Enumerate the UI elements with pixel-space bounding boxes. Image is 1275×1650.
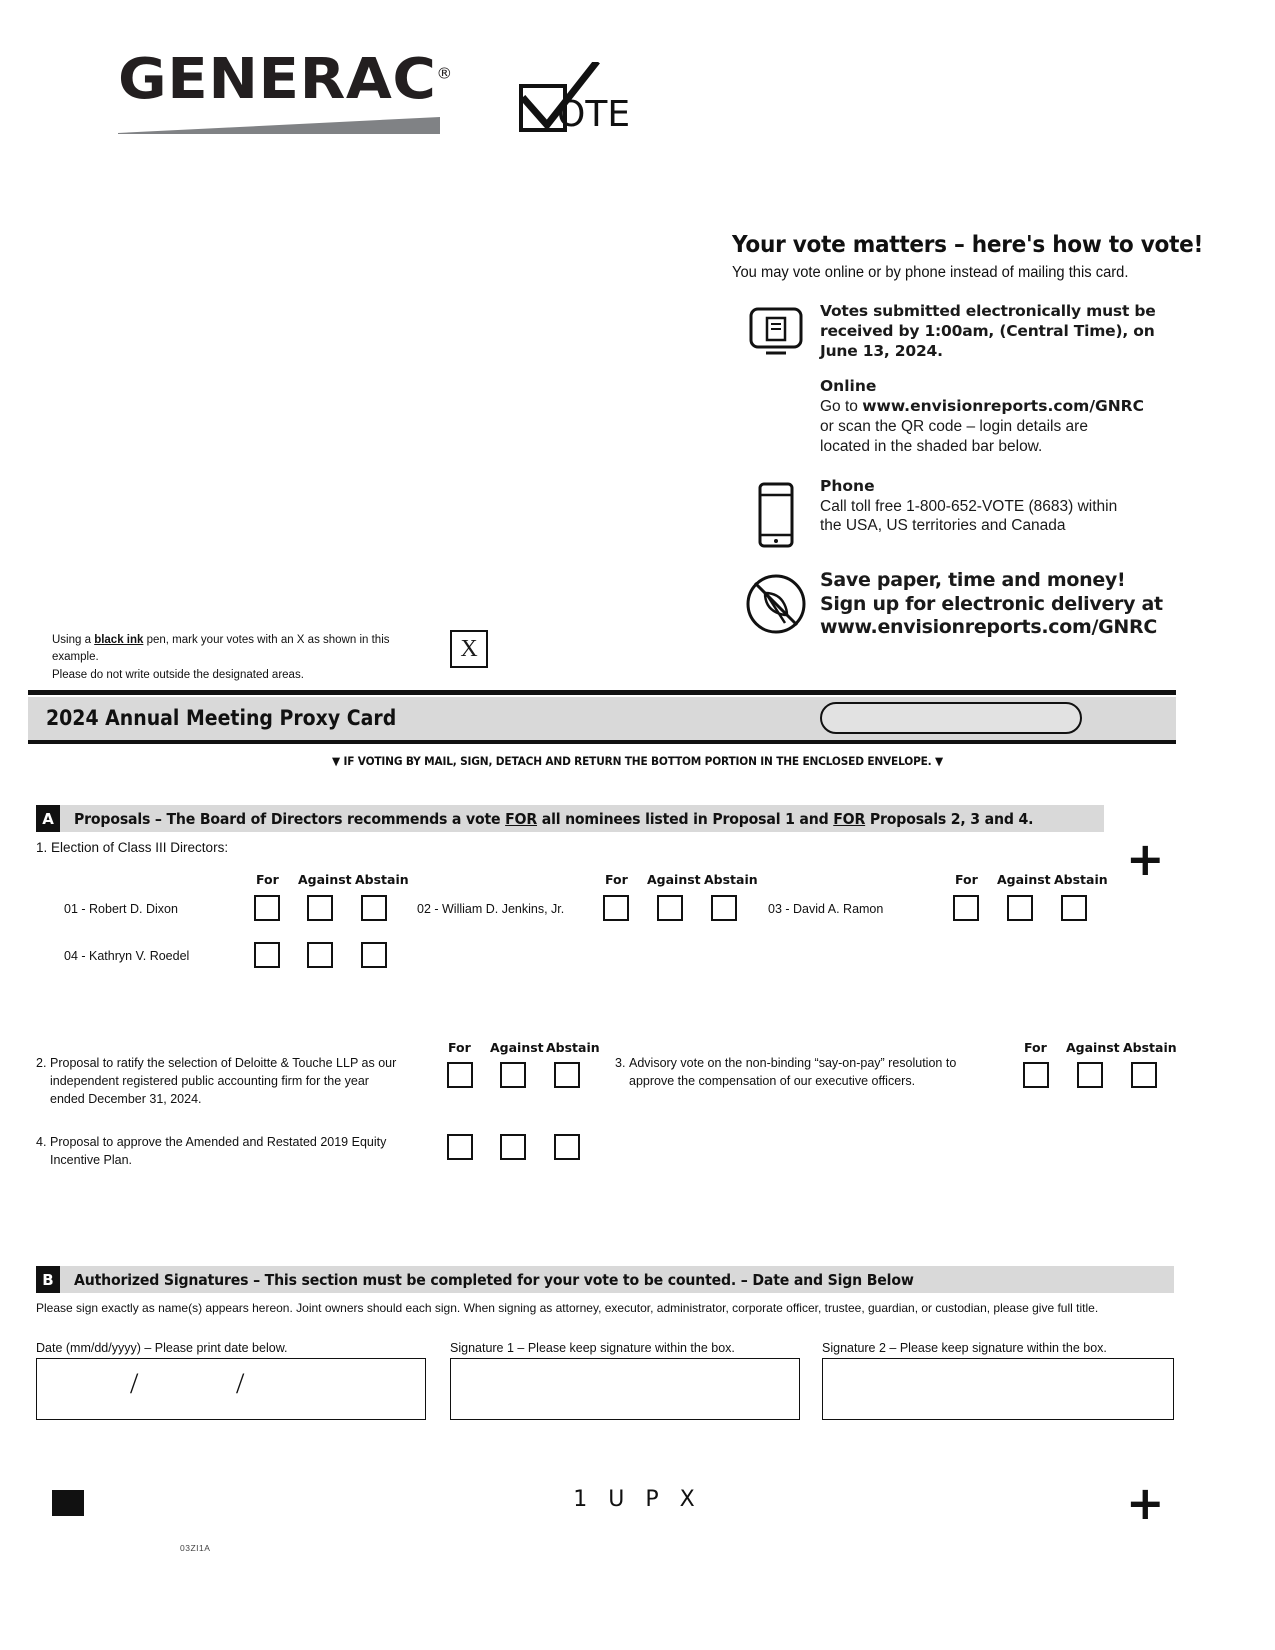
title-top-rule xyxy=(28,690,1176,695)
vote-checkmark-logo xyxy=(505,62,630,137)
checkbox-nominee-03-against[interactable] xyxy=(1007,895,1033,921)
checkbox-proposal-2-for[interactable] xyxy=(447,1062,473,1088)
proposal-4-line-2: Incentive Plan. xyxy=(50,1152,132,1167)
voting-instructions-title: Your vote matters – here's how to vote! xyxy=(732,232,1204,258)
proposal-4-line-1: Proposal to approve the Amended and Restated 2019 Equity xyxy=(50,1135,387,1149)
checkbox-nominee-01-against[interactable] xyxy=(307,895,333,921)
marking-instructions-line-2: Please do not write outside the designated areas. xyxy=(52,668,304,681)
checkbox-nominee-04-for[interactable] xyxy=(254,942,280,968)
proposal-3-col-against: Against xyxy=(1066,1040,1120,1055)
marking-instructions xyxy=(52,632,437,684)
black-ink-emphasis: black ink xyxy=(94,634,144,646)
computer-monitor-icon xyxy=(732,302,820,361)
registered-trademark-icon: ® xyxy=(436,64,453,83)
detach-notice: ▼ IF VOTING BY MAIL, SIGN, DETACH AND RETURN THE BOTTOM PORTION IN THE ENCLOSED ENVELOPE. ▼ xyxy=(332,754,943,768)
proposal-2-number: 2. xyxy=(36,1056,47,1070)
section-a-title-part3: Proposals 2, 3 and 4. xyxy=(865,809,1034,828)
proposal-3-number: 3. xyxy=(615,1056,626,1070)
nominee-03-col-for: For xyxy=(955,872,978,887)
nominee-02-col-against: Against xyxy=(647,872,701,887)
marking-instructions-suffix: pen, mark your votes with an X as shown in this example. xyxy=(52,634,390,664)
electronic-delivery-text xyxy=(820,569,1184,640)
nominee-03-col-abstain: Abstain xyxy=(1054,872,1108,887)
proxy-card-title-bar xyxy=(28,697,1176,740)
nominee-03-label: 03 - David A. Ramon xyxy=(768,902,884,916)
nominee-02-col-for: For xyxy=(605,872,628,887)
proposal-3-line-2: approve the compensation of our executive officers. xyxy=(629,1073,916,1088)
checkbox-proposal-2-abstain[interactable] xyxy=(554,1062,580,1088)
signature-instructions-line-2: full title. xyxy=(1057,1301,1099,1315)
page-title: 2024 Annual Meeting Proxy Card xyxy=(46,706,397,730)
edelivery-line-2: Sign up for electronic delivery at xyxy=(820,592,1163,615)
signature-2-field[interactable] xyxy=(822,1358,1174,1420)
online-heading: Online xyxy=(820,377,877,396)
online-voting-block xyxy=(820,377,1184,456)
checkbox-nominee-02-for[interactable] xyxy=(603,895,629,921)
voting-instructions-subtitle: You may vote online or by phone instead of mailing this card. xyxy=(732,264,1129,281)
checkbox-nominee-01-for[interactable] xyxy=(254,895,280,921)
checkbox-proposal-3-for[interactable] xyxy=(1023,1062,1049,1088)
form-sequence-code: 1 U P X xyxy=(573,1487,702,1512)
signature-instructions-line-1: Please sign exactly as name(s) appears hereon. Joint owners should each sign. When signing as attorney, executor, administrator, corporate officer, trustee, guardian, or custodian, please give xyxy=(36,1301,1055,1315)
svg-text:OTE: OTE xyxy=(557,94,630,132)
checkbox-proposal-3-against[interactable] xyxy=(1077,1062,1103,1088)
section-a-for-2: FOR xyxy=(833,809,866,828)
phone-heading: Phone xyxy=(820,476,875,495)
nominee-02-label: 02 - William D. Jenkins, Jr. xyxy=(417,902,565,916)
form-code: 03ZI1A xyxy=(180,1543,211,1553)
proposal-4-text xyxy=(36,1134,436,1170)
checkbox-nominee-04-against[interactable] xyxy=(307,942,333,968)
nominee-04-label: 04 - Kathryn V. Roedel xyxy=(64,949,190,963)
checkbox-nominee-02-against[interactable] xyxy=(657,895,683,921)
checkbox-nominee-02-abstain[interactable] xyxy=(711,895,737,921)
generac-logo xyxy=(118,47,453,134)
proposal-3-line-1: Advisory vote on the non-binding “say-on-pay” resolution to xyxy=(629,1056,957,1070)
proposal-4-number: 4. xyxy=(36,1135,47,1149)
checkbox-nominee-03-for[interactable] xyxy=(953,895,979,921)
checkbox-proposal-4-for[interactable] xyxy=(447,1134,473,1160)
electronic-deadline-line-2: received by 1:00am, (Central Time), on xyxy=(820,321,1155,340)
proposal-2-col-abstain: Abstain xyxy=(546,1040,600,1055)
voting-instructions-panel xyxy=(732,232,1204,640)
section-b-letter: B xyxy=(36,1266,60,1293)
section-a-header xyxy=(36,805,1104,832)
nominee-01-col-abstain: Abstain xyxy=(355,872,409,887)
edelivery-url[interactable]: www.envisionreports.com/GNRC xyxy=(820,616,1157,639)
electronic-deadline-line-1: Votes submitted electronically must be xyxy=(820,302,1156,320)
registration-plus-mark-bottom: + xyxy=(1126,1476,1165,1530)
example-x-mark-box xyxy=(450,630,488,668)
nominee-01-col-for: For xyxy=(256,872,279,887)
checkbox-proposal-4-against[interactable] xyxy=(500,1134,526,1160)
example-x-mark: X xyxy=(460,636,478,662)
signature-instructions xyxy=(36,1300,1176,1316)
registration-plus-mark-top: + xyxy=(1126,832,1165,886)
proposal-3-text xyxy=(615,1055,1005,1091)
proposal-2-col-for: For xyxy=(448,1040,471,1055)
section-a-title xyxy=(74,810,1033,828)
title-bottom-rule xyxy=(28,740,1176,744)
online-shaded-bar-line: located in the shaded bar below. xyxy=(820,437,1043,455)
electronic-deadline-block xyxy=(732,302,1184,361)
section-a-title-part1: Proposals – The Board of Directors recommends a vote xyxy=(74,809,506,828)
section-a-letter: A xyxy=(36,805,60,832)
electronic-delivery-block xyxy=(732,569,1184,640)
phone-line-2: the USA, US territories and Canada xyxy=(820,517,1066,535)
phone-voting-block xyxy=(732,477,1184,549)
signature-1-field[interactable] xyxy=(450,1358,800,1420)
section-b-header xyxy=(36,1266,1174,1293)
proposal-2-col-against: Against xyxy=(490,1040,544,1055)
proposal-2-text xyxy=(36,1055,436,1108)
proposal-3-col-abstain: Abstain xyxy=(1123,1040,1177,1055)
online-qr-line: or scan the QR code – login details are xyxy=(820,418,1088,436)
vote-checkmark-icon xyxy=(505,62,630,132)
generac-swoosh-icon xyxy=(118,112,440,134)
signature-2-label: Signature 2 – Please keep signature within the box. xyxy=(822,1341,1107,1355)
online-url[interactable]: www.envisionreports.com/GNRC xyxy=(862,397,1144,416)
proposal-2-line-1: Proposal to ratify the selection of Deloitte & Touche LLP as our xyxy=(50,1056,397,1070)
electronic-deadline-line-3: June 13, 2024. xyxy=(820,341,943,360)
generac-wordmark-text: GENERAC xyxy=(118,47,437,112)
date-field[interactable] xyxy=(36,1358,426,1420)
edelivery-line-1: Save paper, time and money! xyxy=(820,568,1126,591)
proposal-2-line-3: ended December 31, 2024. xyxy=(50,1091,202,1106)
nominee-01-col-against: Against xyxy=(298,872,352,887)
checkbox-nominee-01-abstain[interactable] xyxy=(361,895,387,921)
proposal-1-label: 1. Election of Class III Directors: xyxy=(36,840,229,855)
section-a-title-part2: all nominees listed in Proposal 1 and xyxy=(537,809,834,828)
checkbox-nominee-04-abstain[interactable] xyxy=(361,942,387,968)
proposal-3-col-for: For xyxy=(1024,1040,1047,1055)
checkbox-proposal-3-abstain[interactable] xyxy=(1131,1062,1157,1088)
online-goto-prefix: Go to xyxy=(820,398,863,416)
online-url-line xyxy=(820,397,1184,417)
section-b-title: Authorized Signatures – This section must be completed for your vote to be counted. – Date and Sign Below xyxy=(74,1270,914,1289)
generac-wordmark xyxy=(118,47,459,112)
proposal-2-line-2: independent registered public accounting firm for the year xyxy=(50,1073,369,1088)
date-slash-1: / xyxy=(130,1367,139,1400)
control-number-pill[interactable] xyxy=(820,702,1082,734)
date-slash-2: / xyxy=(236,1367,245,1400)
electronic-deadline-text xyxy=(820,302,1184,361)
mobile-phone-icon xyxy=(732,477,820,549)
section-a-for-1: FOR xyxy=(505,809,538,828)
marking-instructions-prefix: Using a xyxy=(52,634,95,646)
phone-voting-text xyxy=(820,477,1184,549)
checkbox-proposal-2-against[interactable] xyxy=(500,1062,526,1088)
signature-1-label: Signature 1 – Please keep signature within the box. xyxy=(450,1341,735,1355)
date-field-label: Date (mm/dd/yyyy) – Please print date below. xyxy=(36,1341,288,1355)
nominee-03-col-against: Against xyxy=(997,872,1051,887)
nominee-01-label: 01 - Robert D. Dixon xyxy=(64,902,178,916)
nominee-02-col-abstain: Abstain xyxy=(704,872,758,887)
checkbox-proposal-4-abstain[interactable] xyxy=(554,1134,580,1160)
no-paper-leaf-icon xyxy=(732,569,820,640)
checkbox-nominee-03-abstain[interactable] xyxy=(1061,895,1087,921)
phone-line-1: Call toll free 1-800-652-VOTE (8683) within xyxy=(820,497,1118,515)
